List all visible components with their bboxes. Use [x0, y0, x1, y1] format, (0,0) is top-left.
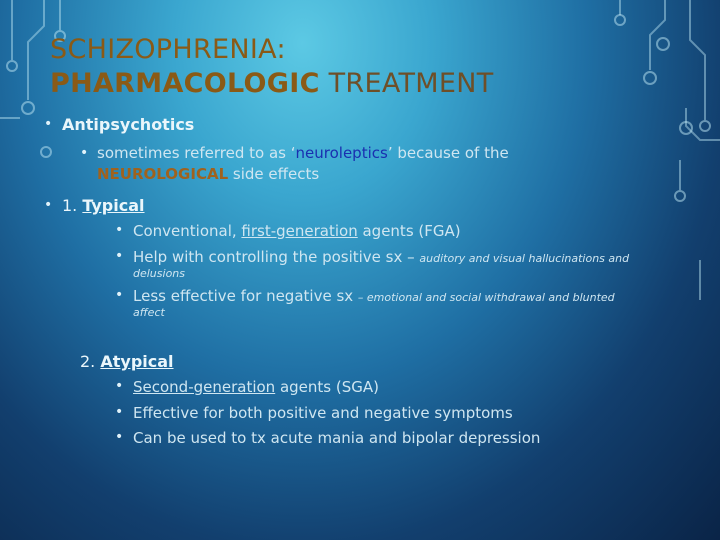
typical-item-3-note-cont: affect — [133, 306, 165, 319]
title-pharmacologic: PHARMACOLOGIC — [50, 68, 320, 99]
bullet-icon: • — [115, 287, 124, 303]
second-generation-term: Second-generation — [133, 378, 276, 396]
bullet-icon: • — [115, 248, 124, 264]
antipsychotics-heading: Antipsychotics — [62, 115, 195, 134]
item-text: Conventional, — [133, 222, 242, 240]
antipsychotics-sub-line-2 — [97, 165, 319, 183]
bullet-icon: • — [44, 197, 53, 213]
bullet-icon: • — [44, 116, 53, 132]
neuroleptics-term: neuroleptics — [295, 144, 388, 162]
item-text: Help with controlling the positive sx – — [133, 248, 420, 266]
sub-text-a: sometimes referred to as ‘ — [97, 144, 296, 162]
item-text: agents (FGA) — [357, 222, 461, 240]
sub-text-b: ’ because of the — [387, 144, 509, 162]
atypical-item-2: Effective for both positive and negative symptoms — [133, 404, 513, 422]
atypical-number: 2. — [80, 352, 96, 371]
atypical-heading — [80, 352, 174, 371]
item-note: – emotional and social withdrawal and blunted — [357, 291, 615, 304]
bullet-icon: • — [80, 145, 89, 161]
typical-item-2-note-cont: delusions — [133, 267, 185, 280]
title-line-1: SCHIZOPHRENIA: — [50, 34, 286, 65]
typical-item-1 — [133, 222, 461, 240]
neurological-term: NEUROLOGICAL — [97, 165, 229, 183]
bullet-icon: • — [115, 429, 124, 445]
typical-item-2 — [133, 248, 629, 266]
item-text: Less effective for negative sx — [133, 287, 358, 305]
title-treatment: TREATMENT — [319, 68, 494, 99]
bullet-icon: • — [115, 378, 124, 394]
sub-text-c: side effects — [228, 165, 320, 183]
bullet-icon: • — [115, 222, 124, 238]
item-note: auditory and visual hallucinations and — [419, 252, 630, 265]
typical-number: 1. — [62, 196, 78, 215]
typical-label: Typical — [82, 196, 145, 215]
antipsychotics-sub-line-1 — [97, 144, 509, 162]
atypical-item-1 — [133, 378, 379, 396]
atypical-item-3: Can be used to tx acute mania and bipolar depression — [133, 429, 541, 447]
atypical-label: Atypical — [100, 352, 174, 371]
bullet-icon: • — [115, 404, 124, 420]
typical-heading — [62, 196, 145, 215]
first-generation-term: first-generation — [241, 222, 358, 240]
item-text: agents (SGA) — [275, 378, 379, 396]
typical-item-3 — [133, 287, 615, 305]
